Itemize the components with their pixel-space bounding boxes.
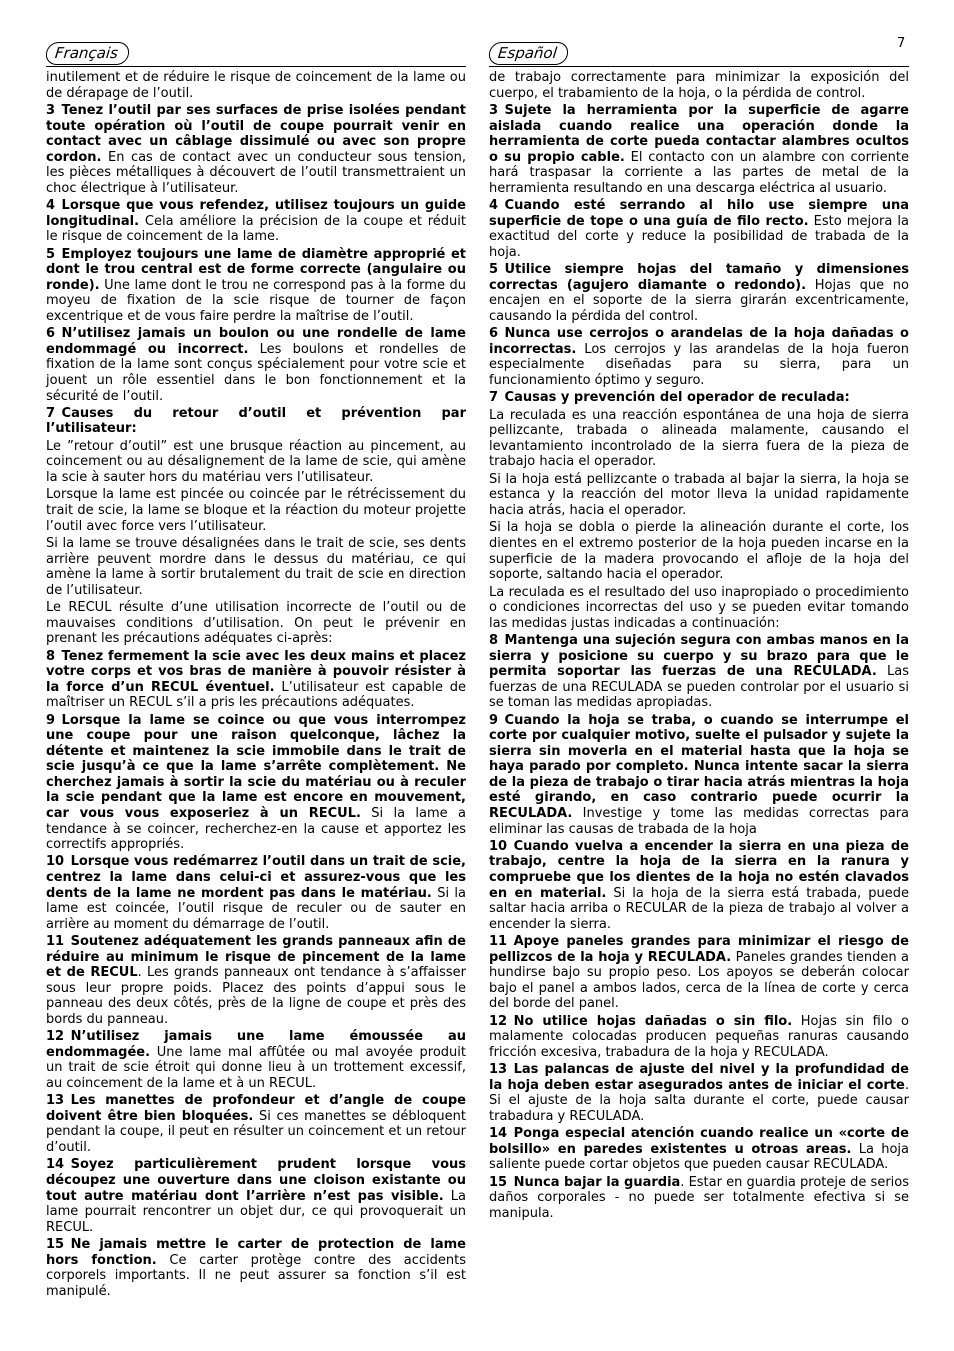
paragraph-heading: Sujete la herramienta por la superficie de agarre aislada cuando realice una operación donde la herramienta de corte pueda contactar alambres ocultos o su propio cable. xyxy=(489,102,909,165)
paragraph-number: 4 xyxy=(489,198,499,214)
paragraph-number: 10 xyxy=(489,838,508,854)
paragraph-heading: Nunca bajar la guardia xyxy=(513,1174,681,1190)
paragraph-heading: N’utilisez jamais un boulon ou une rondelle de lame endommagé ou incorrect. xyxy=(46,326,466,357)
paragraph-heading: Cuando la hoja se traba, o cuando se interrumpe el corte por cualquier motivo, suelte el pulsador y sujete la sierra sin moverla en el material hasta que la hoja se haya parado por completo. Nunca intente sacar la sierra de la pieza de trabajo o tirar hacia atrás mientras la hoja esté girando, en caso contrario puede ocurrir la RECULADA. xyxy=(489,712,909,821)
paragraph-text: Une lame mal affûtée ou mal avoyée produit un trait de scie étroit qui donne lieu à un trottement excessif, au coincement de la lame et à un RECUL. xyxy=(46,1044,466,1091)
instruction-paragraph xyxy=(489,585,909,632)
instruction-paragraph xyxy=(46,536,466,598)
paragraph-heading: Les manettes de profondeur et d’angle de coupe doivent être bien bloquées. xyxy=(46,1093,466,1124)
paragraph-heading: Nunca use cerrojos o arandelas de la hoja dañadas o incorrectas. xyxy=(489,326,909,357)
instruction-paragraph xyxy=(489,713,909,837)
instruction-paragraph xyxy=(489,520,909,582)
paragraph-heading: Soyez particulièrement prudent lorsque vous découpez une ouverture dans une cloison existante ou tout autre matériau dont l’arrière n’est pas visible. xyxy=(46,1157,466,1204)
paragraph-text: Les boulons et rondelles de fixation de la lame sont conçus spécialement pour votre scie et jouent un rôle essentiel dans le bon fonctionnement et la sécurité de l’outil. xyxy=(46,341,466,404)
paragraph-number: 12 xyxy=(489,1013,508,1029)
instruction-paragraph xyxy=(489,1062,909,1124)
paragraph-text: Investige y tome las medidas correctas para eliminar las causas de trabada de la hoja xyxy=(489,805,909,837)
spanish-language-tab: Español xyxy=(488,42,569,65)
paragraph-heading: Lorsque la lame se coince ou que vous interrompez une coupe pour une raison quelconque, lâchez la détente et maintenez la scie immobile dans le trait de scie jusqu’à ce que la lame s’arrête complètement. Ne cherchez jamais à sortir la scie du matériau ou à reculer la scie pendant que la lame est encore en mouvement, car vous vous exposeriez à un RECUL. xyxy=(46,712,466,821)
paragraph-number: 9 xyxy=(46,712,56,728)
instruction-paragraph xyxy=(46,326,466,404)
paragraph-number: 13 xyxy=(46,1093,65,1109)
paragraph-heading: Tenez l’outil par ses surfaces de prise isolées pendant toute opération où l’outil de coupe pourrait venir en contact avec un câblage dissimulé ou avec son propre cordon. xyxy=(46,102,466,165)
instruction-paragraph xyxy=(46,70,466,101)
paragraph-text: Esto mejora la exactitud del corte y reduce la posibilidad de trabada de la hoja. xyxy=(489,213,910,260)
paragraph-number: 5 xyxy=(46,246,56,262)
paragraph-text: inutilement et de réduire le risque de coincement de la lame ou de dérapage de l’outil. xyxy=(46,70,466,101)
instruction-paragraph xyxy=(46,649,466,711)
instruction-paragraph xyxy=(46,1157,466,1235)
paragraph-text: Le RECUL résulte d’une utilisation incorrecte de l’outil ou de mauvaises conditions d’utilisation. On peut le prévenir en prenant les précautions adéquates ci-après: xyxy=(46,600,466,647)
paragraph-number: 13 xyxy=(489,1062,508,1078)
paragraph-number: 3 xyxy=(46,102,56,118)
paragraph-text: . Estar en guardia proteje de serios daños corporales - no puede ser totalmente efectiva si se manipula. xyxy=(489,1174,909,1221)
paragraph-number: 14 xyxy=(489,1126,508,1142)
paragraph-heading: Lorsque que vous refendez, utilisez toujours un guide longitudinal. xyxy=(46,198,466,229)
instruction-paragraph xyxy=(489,934,909,1012)
paragraph-heading: N’utilisez jamais une lame émoussée au endommagée. xyxy=(46,1029,466,1060)
paragraph-heading: Apoye paneles grandes para minimizar el riesgo de pellizcos de la hoja y RECULADA. xyxy=(489,934,909,965)
paragraph-number: 4 xyxy=(46,198,56,214)
instruction-paragraph xyxy=(489,70,909,101)
paragraph-text: Si la lame est coincée, l’outil risque de reculer ou de sauter en arrière au moment du démarrage de l’outil. xyxy=(46,885,466,932)
instruction-paragraph xyxy=(489,103,909,196)
paragraph-text: Las fuerzas de una RECULADA se pueden controlar por el usuario si se toman las medidas apropiadas. xyxy=(489,664,910,711)
paragraph-number: 8 xyxy=(46,648,56,664)
paragraph-heading: Cuando esté serrando al hilo use siempre una superficie de tope o una guía de filo recto. xyxy=(489,198,909,229)
french-header-rule xyxy=(46,66,466,67)
paragraph-text: Cela améliore la précision de la coupe et réduit le risque de coincement de la lame. xyxy=(46,213,466,245)
spanish-column xyxy=(489,70,909,1223)
instruction-paragraph xyxy=(46,934,466,1027)
instruction-paragraph xyxy=(489,262,909,324)
instruction-paragraph xyxy=(46,103,466,196)
paragraph-heading: Employez toujours une lame de diamètre approprié et dont le trou central est de forme correcte (angulaire ou ronde). xyxy=(46,246,466,293)
french-language-tab: Français xyxy=(45,42,130,65)
paragraph-number: 11 xyxy=(46,934,65,950)
paragraph-number: 7 xyxy=(489,390,499,406)
instruction-paragraph xyxy=(46,198,466,245)
paragraph-number: 15 xyxy=(46,1237,65,1253)
paragraph-text: La reculada es una reacción espontánea de una hoja de sierra pellizcante, trabada o alineada malamente, causando el levantamiento incontrolado de la sierra fuera de la pieza de trabajo hacia el operador. xyxy=(489,407,909,470)
instruction-paragraph xyxy=(489,326,909,388)
instruction-paragraph xyxy=(46,247,466,325)
instruction-paragraph xyxy=(489,472,909,519)
paragraph-number: 10 xyxy=(46,854,65,870)
instruction-paragraph xyxy=(46,854,466,932)
paragraph-heading: Causas y prevención del operador de reculada: xyxy=(504,390,850,406)
instruction-paragraph xyxy=(489,839,909,932)
paragraph-text: La hoja saliente puede cortar objetos que pueden causar RECULADA. xyxy=(489,1141,909,1173)
paragraph-number: 6 xyxy=(489,326,499,342)
instruction-paragraph xyxy=(489,1126,909,1173)
instruction-paragraph xyxy=(46,713,466,853)
paragraph-text: Si ces manettes se débloquent pendant la coupe, il peut en résulter un coincement et un retour d’outil. xyxy=(46,1108,466,1155)
paragraph-text: En cas de contact avec un conducteur sous tension, les pièces métalliques à découvert de l’outil transmettraient un choc électrique à l’utilisateur. xyxy=(46,149,466,196)
paragraph-text: de trabajo correctamente para minimizar la exposición del cuerpo, el trabamiento de la hoja, o la pérdida de control. xyxy=(489,70,909,101)
paragraph-text: . Si el ajuste de la hoja salta durante el corte, puede causar trabadura y RECULADA. xyxy=(489,1077,909,1124)
paragraph-text: Lorsque la lame est pincée ou coincée par le rétrécissement du trait de scie, la lame se bloque et la réaction du moteur projette l’outil avec force vers l’utilisateur. xyxy=(46,487,466,534)
paragraph-text: L’utilisateur est capable de maîtriser un RECUL s’il a pris les précautions adéquates. xyxy=(46,679,467,711)
paragraph-text: La lame pourrait rencontrer un objet dur, ce qui provoquerait un RECUL. xyxy=(46,1188,466,1235)
paragraph-heading: Las palancas de ajuste del nivel y la profundidad de la hoja deben estar asegurados antes de iniciar el corte xyxy=(489,1062,909,1093)
paragraph-number: 3 xyxy=(489,102,499,118)
paragraph-text: La reculada es el resultado del uso inapropiado o procedimiento o condiciones incorrectas del uso y se pueden evitar tomando las medidas justas indicadas a continuación: xyxy=(489,584,909,631)
paragraph-text: Los cerrojos y las arandelas de la hoja fueron especialmente diseñadas para su sierra, para un funcionamiento óptimo y seguro. xyxy=(489,341,909,388)
instruction-paragraph xyxy=(46,487,466,534)
instruction-paragraph xyxy=(489,198,909,260)
paragraph-text: Hojas que no encajen en el soporte de la sierra girarán excentricamente, causando la pérdida del control. xyxy=(489,277,909,324)
instruction-paragraph xyxy=(489,633,909,711)
paragraph-text: Le ”retour d’outil” est une brusque réaction au pincement, au coincement ou au désalignement de la lame de scie, qui amène la scie à sauter hors du matériau vers l’utilisateur. xyxy=(46,438,466,486)
paragraph-text: Si la hoja se dobla o pierde la alineación durante el corte, los dientes en el extremo posterior de la hoja pueden incarse en la superficie de la madera provocando el afloje de la hoja del soporte, saltando hacia el operador. xyxy=(489,520,909,583)
page-number: 7 xyxy=(897,36,906,51)
paragraph-heading: Ponga especial atención cuando realice un «corte de bolsillo» en paredes existentes u otroas areas. xyxy=(489,1126,909,1157)
paragraph-heading: Lorsque vous redémarrez l’outil dans un trait de scie, centrez la lame dans celui-ci et assurez-vous que les dents de la lame ne mordent pas dans le matériau. xyxy=(46,854,466,901)
paragraph-number: 7 xyxy=(46,405,56,421)
paragraph-heading: Tenez fermement la scie avec les deux mains et placez votre corps et vos bras de manière à pouvoir résister à la force d’un RECUL éventuel. xyxy=(46,648,466,695)
paragraph-text: Si la hoja está pellizcante o trabada al bajar la sierra, la hoja se estanca y la reacción del motor lleva la unidad rapidamente hacia atrás, hacia el operador. xyxy=(489,471,909,518)
paragraph-number: 9 xyxy=(489,712,499,728)
paragraph-number: 15 xyxy=(489,1174,508,1190)
instruction-paragraph xyxy=(46,439,466,486)
paragraph-heading: Soutenez adéquatement les grands panneaux afin de réduire au minimum le risque de pincement de la lame et de RECUL xyxy=(46,934,466,981)
paragraph-text: Si la hoja de la sierra está trabada, puede saltar hacia arriba o RECULAR de la pieza de trabajo al volver a encender la sierra. xyxy=(489,885,909,932)
paragraph-heading: Ne jamais mettre le carter de protection de lame hors fonction. xyxy=(46,1237,466,1268)
paragraph-number: 8 xyxy=(489,633,499,649)
paragraph-heading: Mantenga una sujeción segura con ambas manos en la sierra y posicione su cuerpo y su brazo para que le permita soportar las fuerzas de una RECULADA. xyxy=(489,633,909,680)
paragraph-text: Hojas sin filo o malamente colocadas producen pequeñas ranuras causando fricción excesiva, trabadura de la hoja y RECULADA. xyxy=(489,1013,909,1060)
instruction-paragraph xyxy=(46,1093,466,1155)
paragraph-heading: Causes du retour d’outil et prévention par l’utilisateur: xyxy=(46,405,466,437)
paragraph-heading: No utilice hojas dañadas o sin filo. xyxy=(513,1013,793,1029)
instruction-paragraph xyxy=(489,1175,909,1222)
paragraph-number: 14 xyxy=(46,1157,65,1173)
paragraph-number: 6 xyxy=(46,326,56,342)
paragraph-text: Une lame dont le trou ne correspond pas à la forme du moyeu de fixation de la scie risque de tourner de façon excentrique et de vous faire perdre la maîtrise de l’outil. xyxy=(46,277,466,324)
instruction-paragraph xyxy=(46,1237,466,1299)
french-column xyxy=(46,70,466,1301)
paragraph-heading: Cuando vuelva a encender la sierra en una pieza de trabajo, centre la hoja de la sierra en la ranura y compruebe que los dientes de la hoja no estén clavados en en material. xyxy=(489,838,909,901)
instruction-paragraph xyxy=(489,408,909,470)
paragraph-text: Paneles grandes tienden a hundirse bajo su propio peso. Los apoyos se deberán colocar bajo el panel a ambos lados, cerca de la línea de corte y cerca del borde del panel. xyxy=(489,949,909,1012)
instruction-paragraph xyxy=(489,390,909,406)
paragraph-number: 5 xyxy=(489,262,499,278)
paragraph-text: Ce carter protège contre des accidents corporels importants. Il ne peut assurer sa fonction s’il est manipulé. xyxy=(46,1252,466,1299)
instruction-paragraph xyxy=(489,1014,909,1061)
paragraph-text: Si la lame a tendance à se coincer, recherchez-en la cause et apportez les correctifs appropriés. xyxy=(46,805,466,853)
paragraph-number: 11 xyxy=(489,934,508,950)
spanish-header-rule xyxy=(489,66,909,67)
paragraph-text: El contacto con un alambre con corriente hará traspasar la corriente a las partes de metal de la herramienta resultando en una descarga eléctrica al usuario. xyxy=(489,149,909,196)
paragraph-text: Si la lame se trouve désalignées dans le trait de scie, ses dents arrière peuvent mordre dans le dessus du matériau, ce qui amène la lame à sortir brutalement du trait de scie en direction de l’utilisateur. xyxy=(46,535,466,598)
paragraph-heading: Utilice siempre hojas del tamaño y dimensiones correctas (agujero diamante o redondo). xyxy=(489,262,909,293)
paragraph-text: . Les grands panneaux ont tendance à s’affaisser sous leur propre poids. Placez des points d’appui sous le panneau des deux côtés, près de la ligne de coupe et près des bords du panneau. xyxy=(46,965,466,1027)
paragraph-number: 12 xyxy=(46,1029,65,1045)
instruction-paragraph xyxy=(46,406,466,437)
instruction-paragraph xyxy=(46,1029,466,1091)
instruction-paragraph xyxy=(46,600,466,647)
